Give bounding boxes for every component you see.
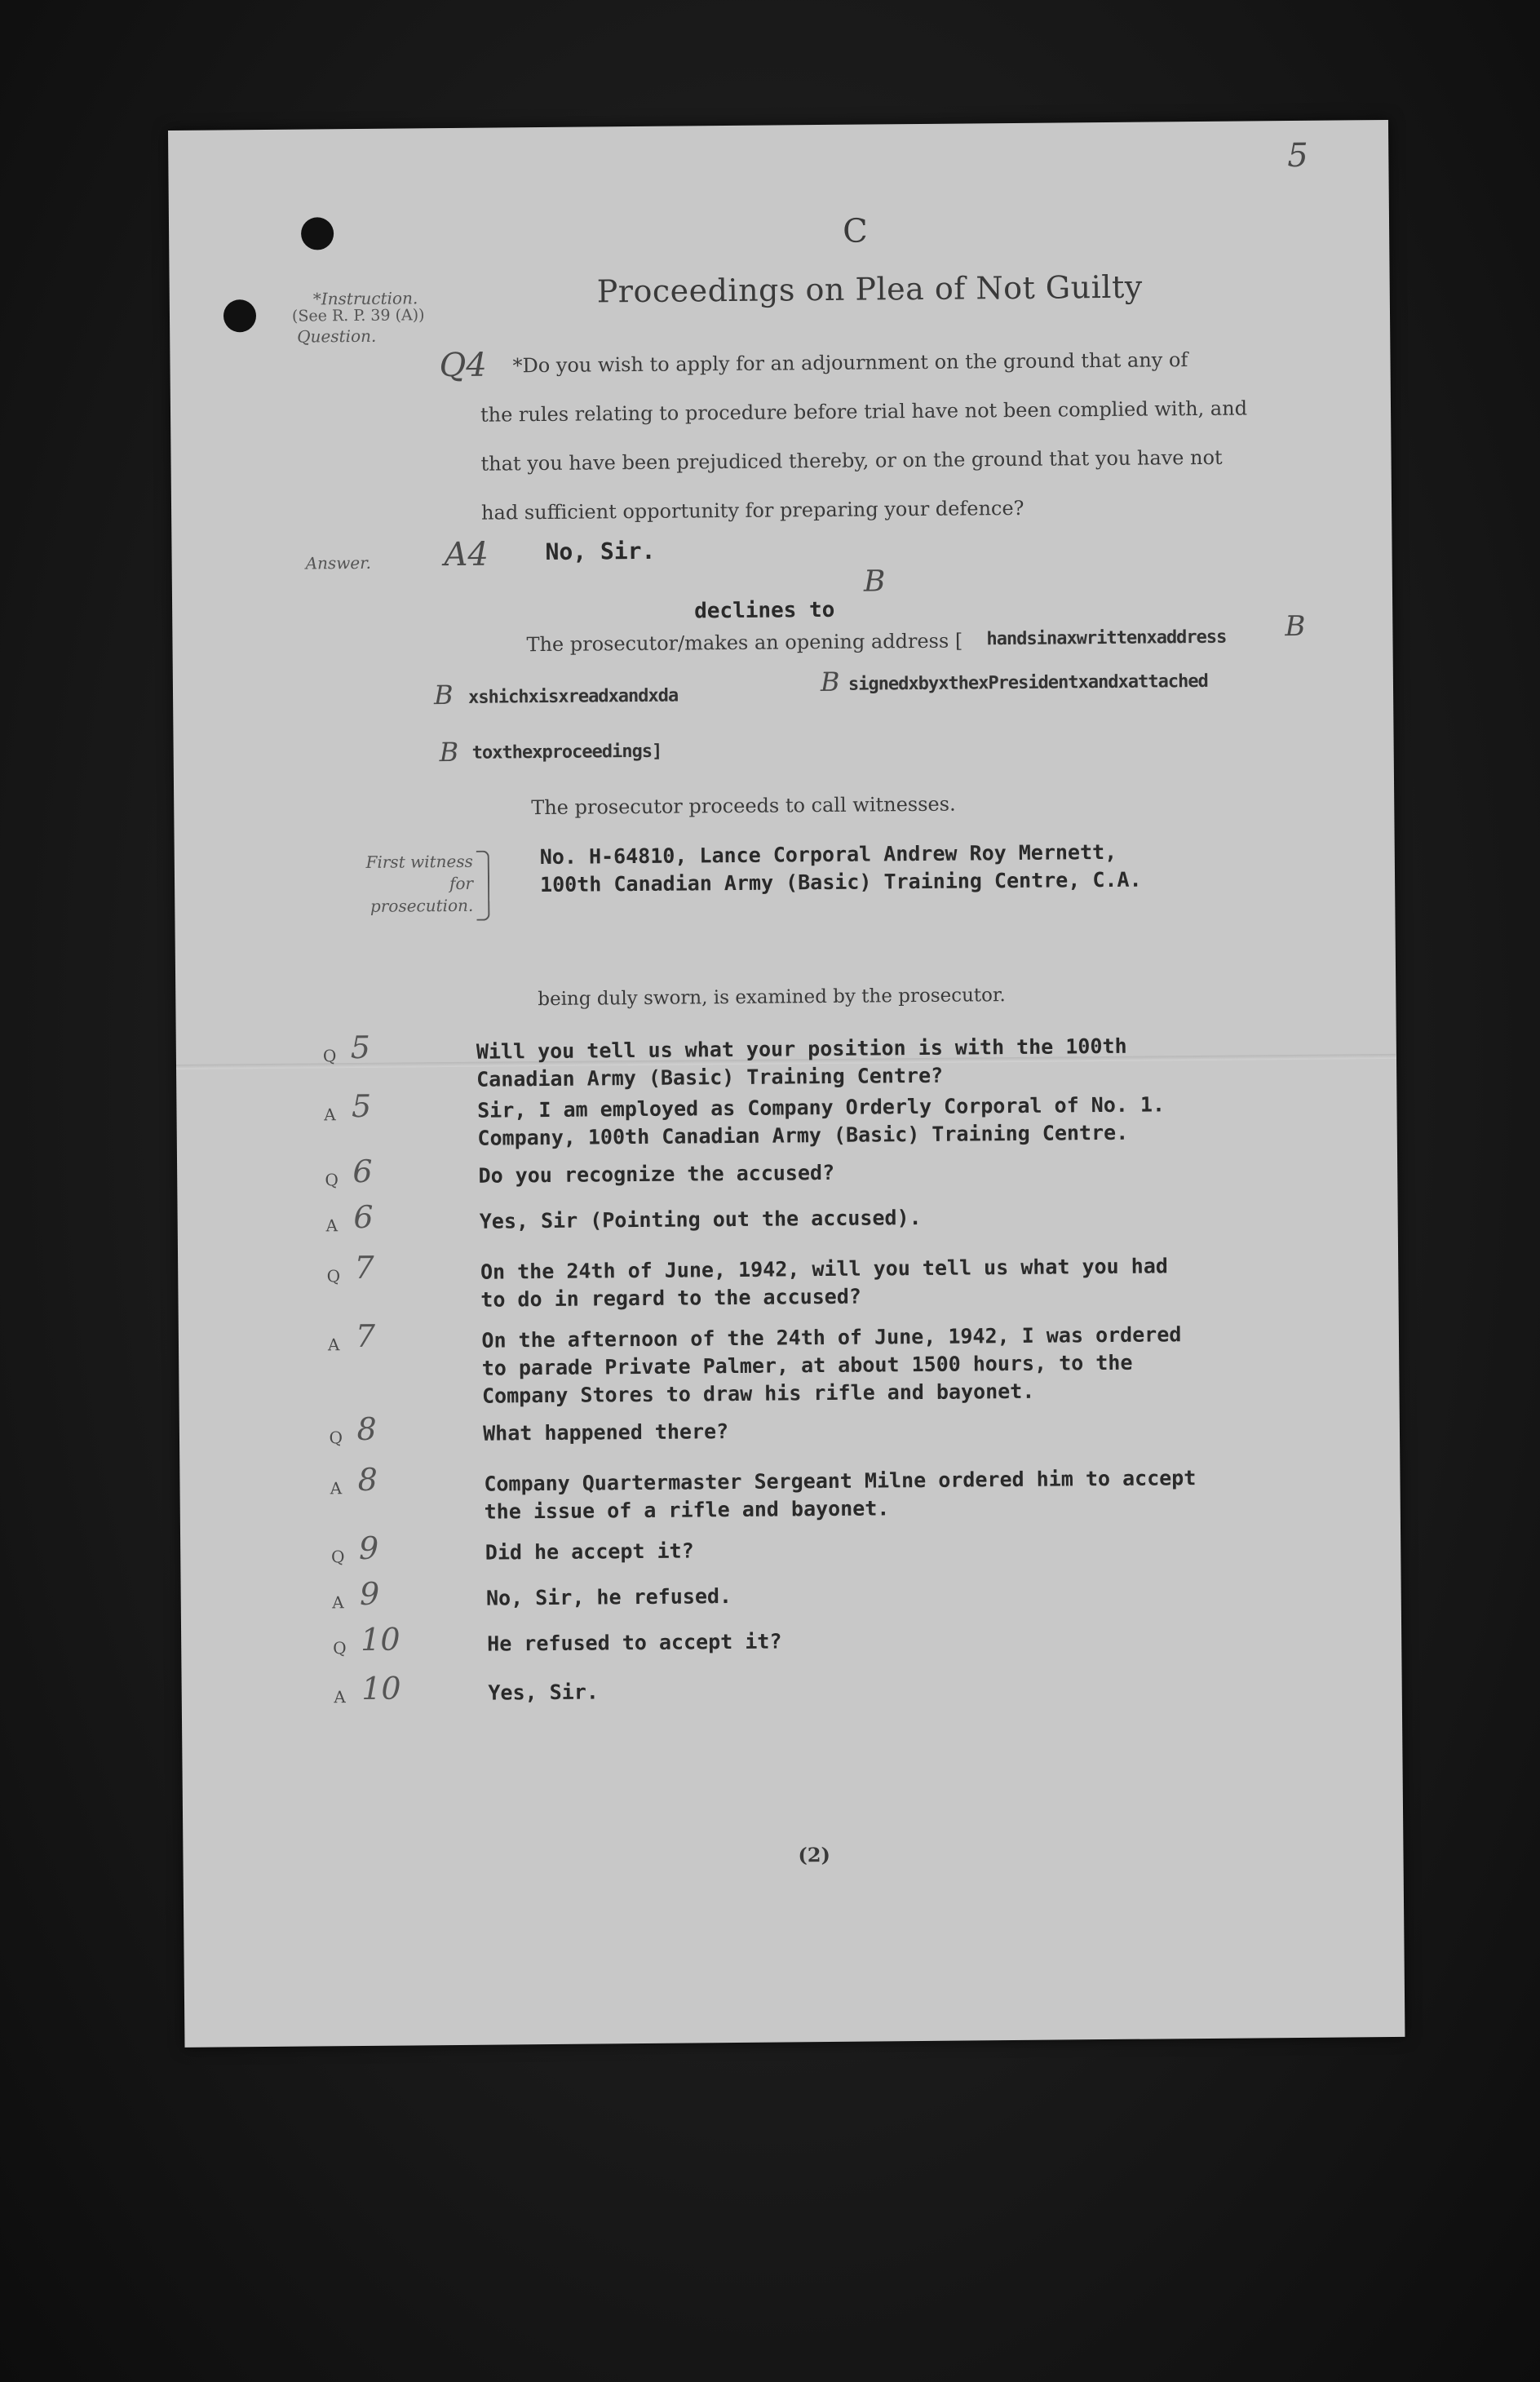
question-line: Will you tell us what your position is with the 100th: [476, 1034, 1127, 1064]
answer-line: Company Stores to draw his rifle and bayonet.: [481, 1379, 1035, 1408]
initials-mark-4: B: [820, 666, 840, 698]
qa-number-marker: 5: [351, 1087, 372, 1125]
question-line: Do you recognize the accused?: [478, 1160, 835, 1188]
qa-type-marker: A: [327, 1335, 340, 1355]
qa-number-marker: 8: [357, 1461, 378, 1499]
qa-type-marker: A: [334, 1687, 346, 1707]
margin-answer: Answer.: [305, 552, 372, 573]
question-line: On the 24th of June, 1942, will you tell us what you had: [480, 1254, 1168, 1284]
qa-type-marker: Q: [325, 1170, 339, 1190]
initials-mark-1: B: [863, 565, 886, 599]
qa-type-marker: Q: [329, 1428, 343, 1448]
qa-type-marker: Q: [322, 1046, 337, 1066]
answer-line: Yes, Sir (Pointing out the accused).: [479, 1205, 922, 1233]
q4-line-1: *Do you wish to apply for an adjournment on the ground that any of: [512, 348, 1188, 378]
answer-line: Sir, I am employed as Company Orderly Corporal of No. 1.: [477, 1092, 1166, 1122]
punch-hole-left: [223, 299, 256, 332]
answer-line: No, Sir, he refused.: [485, 1584, 732, 1610]
struck-text-1: handsinaxwrittenxaddress: [986, 626, 1227, 650]
qa-number-marker: 10: [360, 1621, 400, 1658]
initials-mark-5: B: [439, 736, 459, 768]
qa-type-marker: Q: [326, 1266, 341, 1286]
sworn-line: being duly sworn, is examined by the prosecutor.: [538, 985, 1006, 1011]
witness-label: [310, 851, 474, 919]
question-line: to do in regard to the accused?: [480, 1284, 862, 1312]
calls-witnesses: The prosecutor proceeds to call witnesses.: [531, 792, 956, 820]
qa-type-marker: A: [325, 1215, 339, 1236]
q4-line-4: had sufficient opportunity for preparing your defence?: [480, 496, 1024, 525]
qa-type-marker: Q: [333, 1638, 347, 1658]
question-line: He refused to accept it?: [487, 1629, 782, 1656]
qa-type-marker: A: [330, 1478, 343, 1499]
margin-rule-reference: (See R. P. 39 (A)): [291, 306, 425, 325]
section-letter: C: [842, 212, 868, 250]
struck-text-2: xshichxisxreadxandxda: [467, 685, 679, 708]
initials-mark-2: B: [1285, 609, 1306, 644]
qa-number-marker: 6: [353, 1198, 374, 1236]
qa-number-marker: 10: [361, 1670, 401, 1707]
qa-number-marker: 7: [355, 1317, 376, 1355]
witness-label-1: First witness: [365, 851, 473, 872]
answer-line: Yes, Sir.: [488, 1680, 600, 1705]
qa-type-marker: Q: [330, 1547, 345, 1567]
qa-number-marker: 7: [354, 1249, 374, 1286]
witness-label-3: prosecution.: [370, 895, 474, 916]
qa-number-marker: 6: [352, 1153, 373, 1190]
question-line: What happened there?: [483, 1419, 729, 1446]
answer-line: On the afternoon of the 24th of June, 1942, I was ordered: [481, 1322, 1182, 1353]
margin-question: Question.: [297, 325, 377, 347]
answer-line: the issue of a rifle and bayonet.: [484, 1496, 890, 1524]
struck-text-3: signedxbyxthexPresidentxandxattached: [847, 671, 1208, 695]
corner-page-number: 5: [1287, 136, 1308, 175]
question-line: Did he accept it?: [485, 1539, 694, 1565]
qa-number-marker: 9: [359, 1575, 380, 1613]
qa-type-marker: A: [332, 1592, 344, 1613]
question-line: Canadian Army (Basic) Training Centre?: [476, 1063, 944, 1091]
initials-mark-3: B: [433, 679, 454, 711]
answer-line: Company Quartermaster Sergeant Milne ordered him to accept: [484, 1466, 1197, 1496]
document-page: [168, 120, 1405, 2048]
footer-page-number: (2): [798, 1842, 831, 1867]
qa-number-marker: 5: [350, 1029, 371, 1066]
qa-number-marker: 9: [358, 1530, 379, 1567]
q4-marker: Q4: [439, 346, 487, 385]
opening-address-line: The prosecutor/makes an opening address [: [526, 629, 963, 657]
a4-marker: A4: [444, 535, 489, 574]
answer-line: Company, 100th Canadian Army (Basic) Training Centre.: [477, 1120, 1129, 1150]
margin-instruction: *Instruction.: [312, 288, 418, 309]
witness-brace: [476, 851, 490, 921]
witness-line-1: No. H-64810, Lance Corporal Andrew Roy Mernett,: [539, 839, 1117, 870]
a4-answer: No, Sir.: [545, 537, 656, 565]
q4-line-3: that you have been prejudiced thereby, or on the ground that you have not: [480, 445, 1223, 476]
answer-line: to parade Private Palmer, at about 1500 hours, to the: [481, 1350, 1133, 1380]
qa-type-marker: A: [324, 1105, 336, 1125]
punch-hole-top: [301, 217, 334, 250]
witness-label-2: for: [449, 873, 474, 894]
page-title: Proceedings on Plea of Not Guilty: [596, 268, 1143, 310]
witness-line-2: 100th Canadian Army (Basic) Training Centre, C.A.: [539, 867, 1142, 897]
struck-text-4: toxthexproceedings]: [471, 741, 662, 764]
q4-line-2: the rules relating to procedure before trial have not been complied with, and: [480, 396, 1248, 427]
inserted-declines-to: declines to: [694, 597, 835, 624]
qa-number-marker: 8: [356, 1410, 377, 1448]
